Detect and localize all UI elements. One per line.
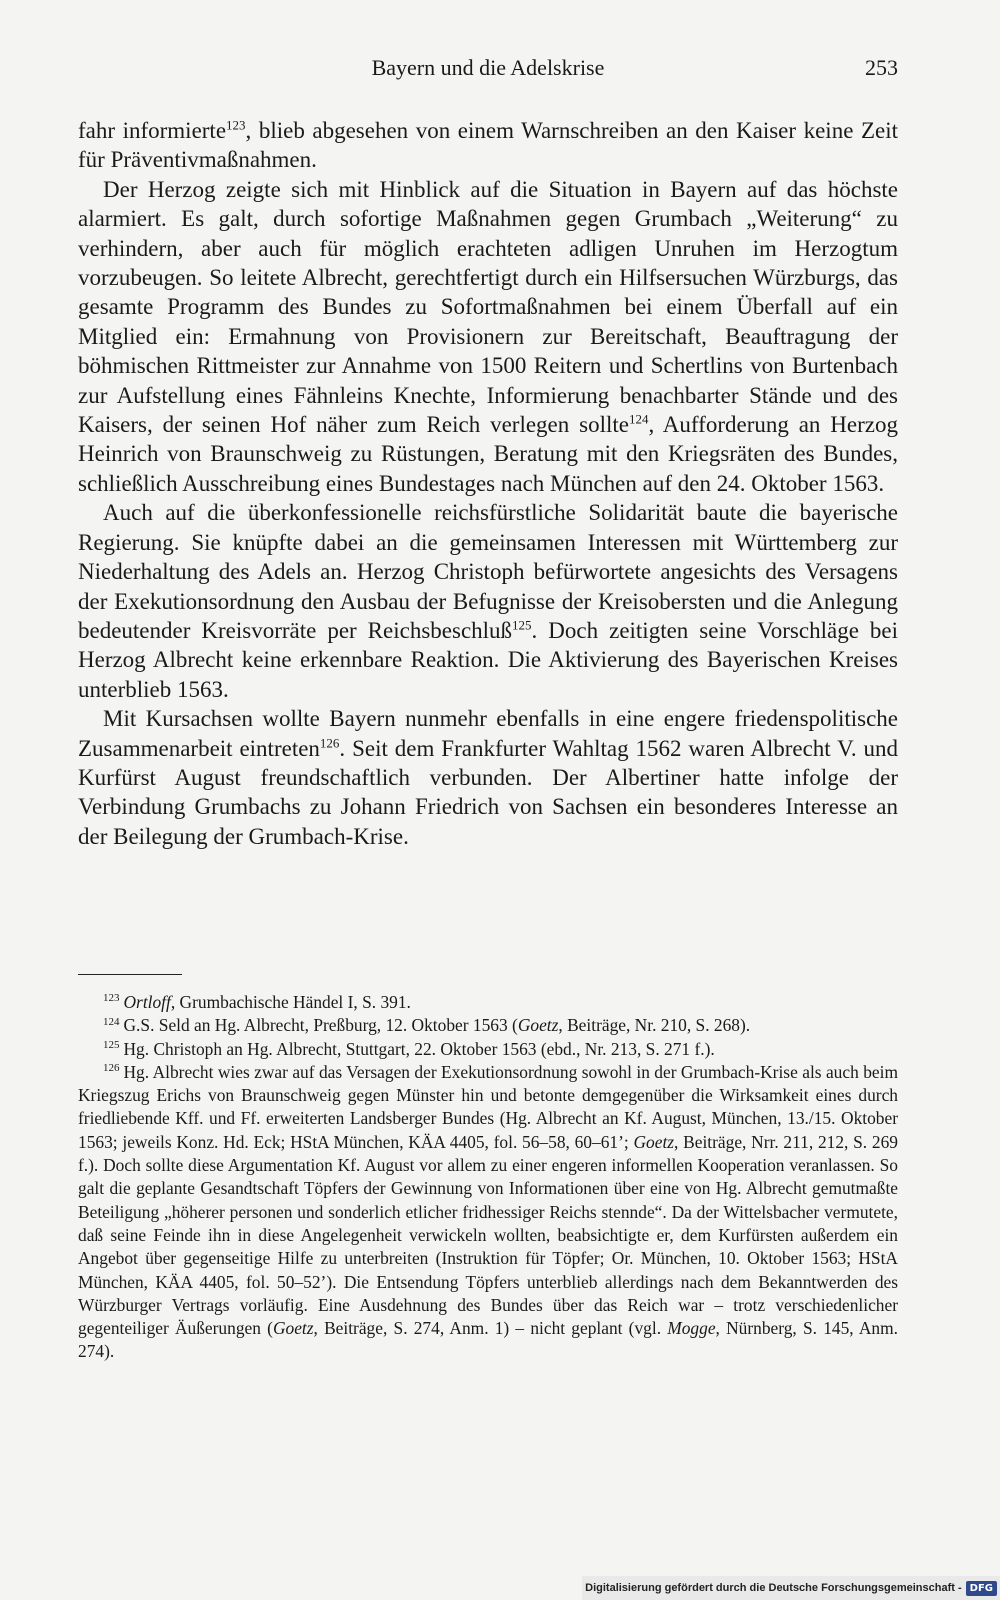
text-run: , blieb abgesehen von einem Warnschreiben an den Kaiser keine Zeit für Präventivmaßnahmen. <box>78 118 898 173</box>
credit-text: Digitalisierung gefördert durch die Deutsche Forschungsgemeinschaft - <box>585 1582 962 1594</box>
author-name: Goetz <box>272 1318 314 1339</box>
text-run: . Doch zeitigten seine Vorschläge bei Herzog Albrecht keine erkennbare Reaktion. Die Aktivierung des Bayerischen Kreises unterblieb 1563. <box>78 617 898 702</box>
text-run: Mit Kursachsen wollte Bayern nunmehr ebenfalls in eine engere friedenspolitische Zusammenarbeit eintreten <box>78 706 898 761</box>
text-run: Hg. Christoph an Hg. Albrecht, Stuttgart, 22. Oktober 1563 (ebd., Nr. 213, S. 271 f.). <box>123 1038 715 1059</box>
paragraph-3 <box>78 498 898 704</box>
footnote-ref-123[interactable]: 123 <box>226 117 246 133</box>
text-run: Auch auf die überkonfessionelle reichsfürstliche Solidarität baute die bayerische Regierung. Sie knüpfte dabei an die gemeinsamen Interessen mit Württemberg zur Niederhaltung des Adels an. Herzog Christoph befürwortete angesichts des Versagens der Exekutionsordnung den Ausbau der Befugnisse der Kreisobersten und die Anlegung bedeutender Kreisvorräte per Reichsbeschluß <box>78 500 898 643</box>
author-name: Mogge <box>667 1318 716 1339</box>
paragraph-4 <box>78 704 898 851</box>
text-run: G.S. Seld an Hg. Albrecht, Preßburg, 12. Oktober 1563 ( <box>123 1015 518 1036</box>
footnote-ref-124[interactable]: 124 <box>628 411 649 427</box>
main-text <box>78 116 898 851</box>
text-run: , Grumbachische Händel I, S. 391. <box>170 992 411 1012</box>
text-run: . Seit dem Frankfurter Wahltag 1562 waren Albrecht V. und Kurfürst August freundschaftlich verbunden. Der Albertiner hatte infolge der Verbindung Grumbachs zu Johann Friedrich von Sachsen ein besonderes Interesse an der Beilegung der Grumbach-Krise. <box>78 735 898 849</box>
running-title: Bayern und die Adelskrise <box>371 55 605 80</box>
text-run: , Beiträge, Nr. 210, S. 268). <box>558 1015 751 1036</box>
footnote-124 <box>78 1014 898 1037</box>
paragraph-2 <box>78 175 898 498</box>
author-name: Ortloff <box>123 992 171 1012</box>
footnote-number: 124 <box>103 1015 120 1028</box>
footnote-number: 123 <box>103 992 120 1005</box>
text-run: fahr informierte <box>78 118 227 143</box>
page-number: 253 <box>865 55 898 80</box>
text-run: , Nürnberg, S. 145, Anm. 274). <box>78 1318 898 1362</box>
footnote-number: 126 <box>103 1062 120 1075</box>
footnote-number: 125 <box>103 1038 120 1051</box>
text-run: Der Herzog zeigte sich mit Hinblick auf die Situation in Bayern auf das höchste alarmiert. Es galt, durch sofortige Maßnahmen gegen Grumbach „Weiterung“ zu verhindern, aber auch für möglich erachteten adligen Unruhen im Herzogtum vorzubeugen. So leitete Albrecht, gerechtfertigt durch ein Hilfsersuchen Würzburgs, das gesamte Programm des Bundes zu Sofortmaßnahmen bei einem Überfall auf ein Mitglied ein: Ermahnung von Provisionern zur Bereitschaft, Beauftragung der böhmischen Rittmeister zur Annahme von 1500 Reitern und Schertlins von Burtenbach zur Aufstellung eines Fähnleins Knechte, Informierung benachbarter Stände und des Kaisers, der seinen Hof näher zum Reich verlegen sollte <box>78 176 898 438</box>
footnotes <box>78 991 898 1364</box>
footnote-separator <box>78 974 182 975</box>
author-name: Goetz <box>633 1131 675 1152</box>
footnote-ref-125[interactable]: 125 <box>512 617 532 633</box>
text-run: , Beiträge, S. 274, Anm. 1) – nicht geplant (vgl. <box>313 1318 668 1339</box>
footnote-126 <box>78 1061 898 1364</box>
paragraph-1 <box>78 116 898 175</box>
text-run: , Beiträge, Nrr. 211, 212, S. 269 f.). Doch sollte diese Argumentation Kf. August vor allem zu einer engeren informellen Kooperation veranlassen. So galt die geplante Gesandtschaft Töpfers der Gewinnung von Informationen über eine von Hg. Albrecht gemutmaßte Beteiligung „höherer personen und sonderlich etlicher fridhessiger Reichs stennde“. Da der Wittelsbacher vermutete, daß seine Feinde ihn in diese Angelegenheit verwickeln wollten, beabsichtigte er, dem Kurfürsten außerdem ein Angebot über gegenseitige Hilfe zu unterbreiten (Instruktion für Töpfer; Or. München, 10. Oktober 1563; HStA München, KÄA 4405, fol. 50–52’). Die Entsendung Töpfers unterblieb allerdings nach dem Bekanntwerden des Würzburger Vertrags vorläufig. Eine Ausdehnung des Bundes über das Reich war – trotz verschiedenlicher gegenteiliger Äußerungen ( <box>78 1131 898 1339</box>
author-name: Goetz <box>517 1015 559 1036</box>
digitization-credit <box>582 1576 1000 1600</box>
page-header <box>78 55 898 87</box>
footnote-123 <box>78 991 898 1014</box>
footnote-ref-126[interactable]: 126 <box>319 734 340 750</box>
text-run: Hg. Albrecht wies zwar auf das Versagen der Exekutionsordnung sowohl in der Grumbach-Krise als auch beim Kriegszug Erichs von Braunschweig gegen Münster hin und betonte demgegenüber die Wirksamkeit eines durch friedliebende Kff. und Ff. erweiterten Landsberger Bundes (Hg. Albrecht an Kf. August, München, 13./15. Oktober 1563; jeweils Konz. Hd. Eck; HStA München, KÄA 4405, fol. 56–58, 60–61’; <box>78 1061 898 1152</box>
dfg-logo: DFG <box>966 1581 997 1596</box>
text-run: , Aufforderung an Herzog Heinrich von Braunschweig zu Rüstungen, Beratung mit den Kriegsräten des Bundes, schließlich Ausschreibung eines Bundestages nach München auf den 24. Oktober 1563. <box>78 412 898 496</box>
footnote-125 <box>78 1038 898 1061</box>
